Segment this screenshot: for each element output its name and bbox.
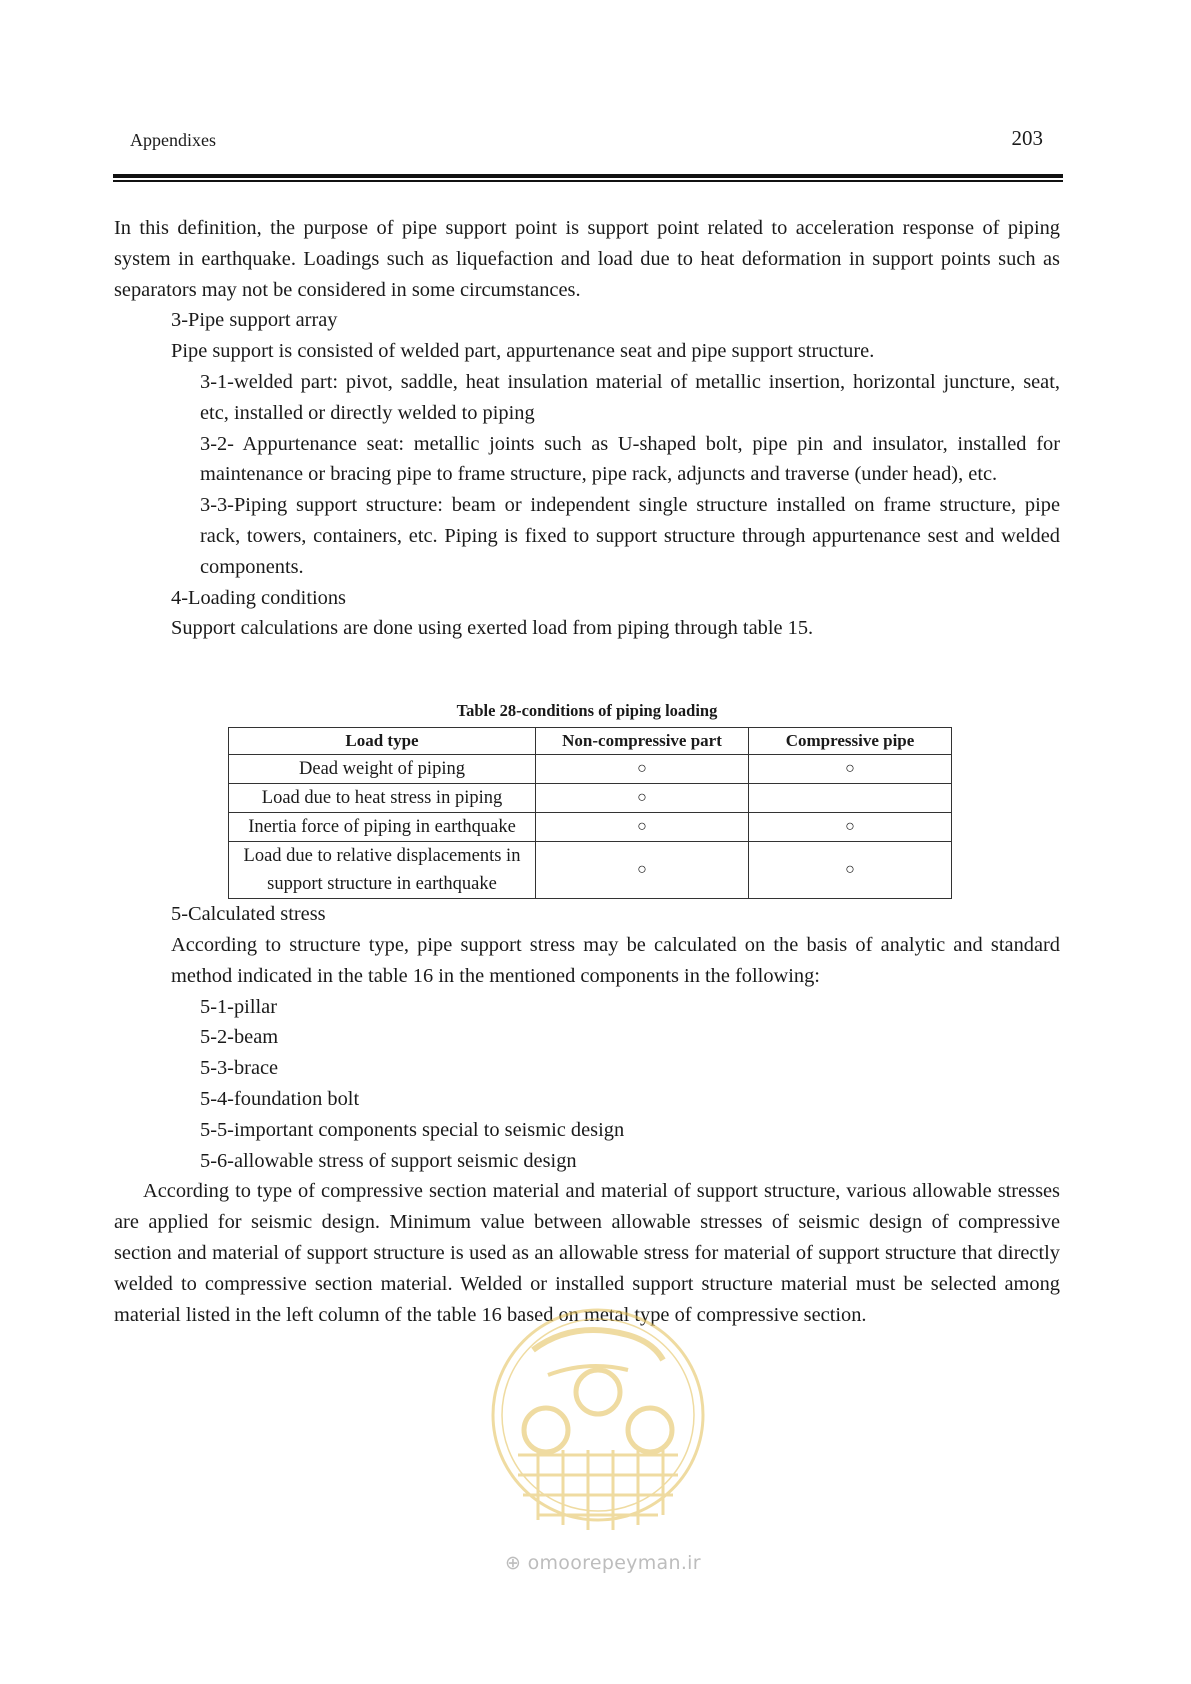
table-cell: ○: [749, 842, 952, 899]
item-5-3: 5-3-brace: [200, 1057, 279, 1080]
intro-paragraph: In this definition, the purpose of pipe support point is support point related to acceleration response of piping system in earthquake. Loadings such as liquefaction and load due to heat deformation in support points such as separators may not be considered in some circumstances.: [114, 217, 1060, 301]
table-cell: ○: [749, 755, 952, 784]
paragraph-support-calculations: Support calculations are done using exerted load from piping through table 15.: [171, 617, 814, 640]
section-heading-3: 3-Pipe support array: [171, 309, 338, 332]
page-number: 203: [1011, 126, 1043, 150]
table-cell: Load due to heat stress in piping: [229, 784, 536, 813]
item-5-2: 5-2-beam: [200, 1026, 279, 1049]
after-table-text: [114, 899, 1060, 1330]
table-cell: [749, 784, 952, 813]
header-rule-thick: [113, 174, 1063, 178]
table-row: [229, 784, 952, 813]
item-5-5: 5-5-important components special to seismic design: [200, 1118, 625, 1141]
paragraph-allowable-stress: According to type of compressive section material and material of support structure, various allowable stresses are applied for seismic design. Minimum value between allowable stresses of seismic design of compressive section and material of support structure is used as an allowable stress for material of support structure that directly welded to compressive section material. Welded or installed support structure material must be selected among material listed in the left column of the table 16 based on metal type of compressive section.: [114, 1180, 1060, 1326]
table-cell: ○: [536, 813, 749, 842]
watermark-logo: [478, 1280, 718, 1580]
paragraph-pipe-support: Pipe support is consisted of welded part, appurtenance seat and pipe support structure.: [171, 340, 875, 363]
table-block: [114, 701, 1060, 899]
watermark-text: ⊕ omoorepeyman.ir: [505, 1552, 701, 1574]
table-row: [229, 842, 952, 899]
table-row: [229, 813, 952, 842]
column-header: Non-compressive part: [536, 728, 749, 755]
item-3-2: 3-2- Appurtenance seat: metallic joints such as U-shaped bolt, pipe pin and insulator, installed for maintenance or bracing pipe to frame structure, pipe rack, adjuncts and traverse (under head), etc.: [200, 432, 1060, 486]
table-header-row: [229, 728, 952, 755]
table-cell: ○: [536, 784, 749, 813]
table-caption: Table 28-conditions of piping loading: [456, 701, 718, 721]
table-cell: ○: [749, 813, 952, 842]
running-head: Appendixes: [130, 130, 216, 150]
header-rule-thin: [113, 180, 1063, 182]
section-heading-5: 5-Calculated stress: [171, 903, 326, 926]
paragraph-structure-type: According to structure type, pipe support stress may be calculated on the basis of analytic and standard method indicated in the table 16 in the mentioned components in the following:: [171, 933, 1060, 987]
item-5-1: 5-1-pillar: [200, 995, 278, 1018]
table-cell: Inertia force of piping in earthquake: [229, 813, 536, 842]
loading-conditions-table: [228, 727, 952, 899]
section-heading-4: 4-Loading conditions: [171, 586, 346, 609]
item-3-1: 3-1-welded part: pivot, saddle, heat insulation material of metallic insertion, horizontal juncture, seat, etc, installed or directly welded to piping: [200, 370, 1060, 424]
table-cell: ○: [536, 755, 749, 784]
item-5-6: 5-6-allowable stress of support seismic design: [200, 1149, 577, 1172]
table-cell: Dead weight of piping: [229, 755, 536, 784]
table-row: [229, 755, 952, 784]
item-5-4: 5-4-foundation bolt: [200, 1087, 360, 1110]
table-cell: ○: [536, 842, 749, 899]
watermark-url: omoorepeyman.ir: [527, 1552, 701, 1574]
body-text: [114, 213, 1060, 1330]
item-3-3: 3-3-Piping support structure: beam or independent single structure installed on frame structure, pipe rack, towers, containers, etc. Piping is fixed to support structure through appurtenance sest and welded components.: [200, 494, 1060, 578]
column-header: Compressive pipe: [749, 728, 952, 755]
table-cell: Load due to relative displacements in support structure in earthquake: [229, 842, 536, 899]
column-header: Load type: [229, 728, 536, 755]
